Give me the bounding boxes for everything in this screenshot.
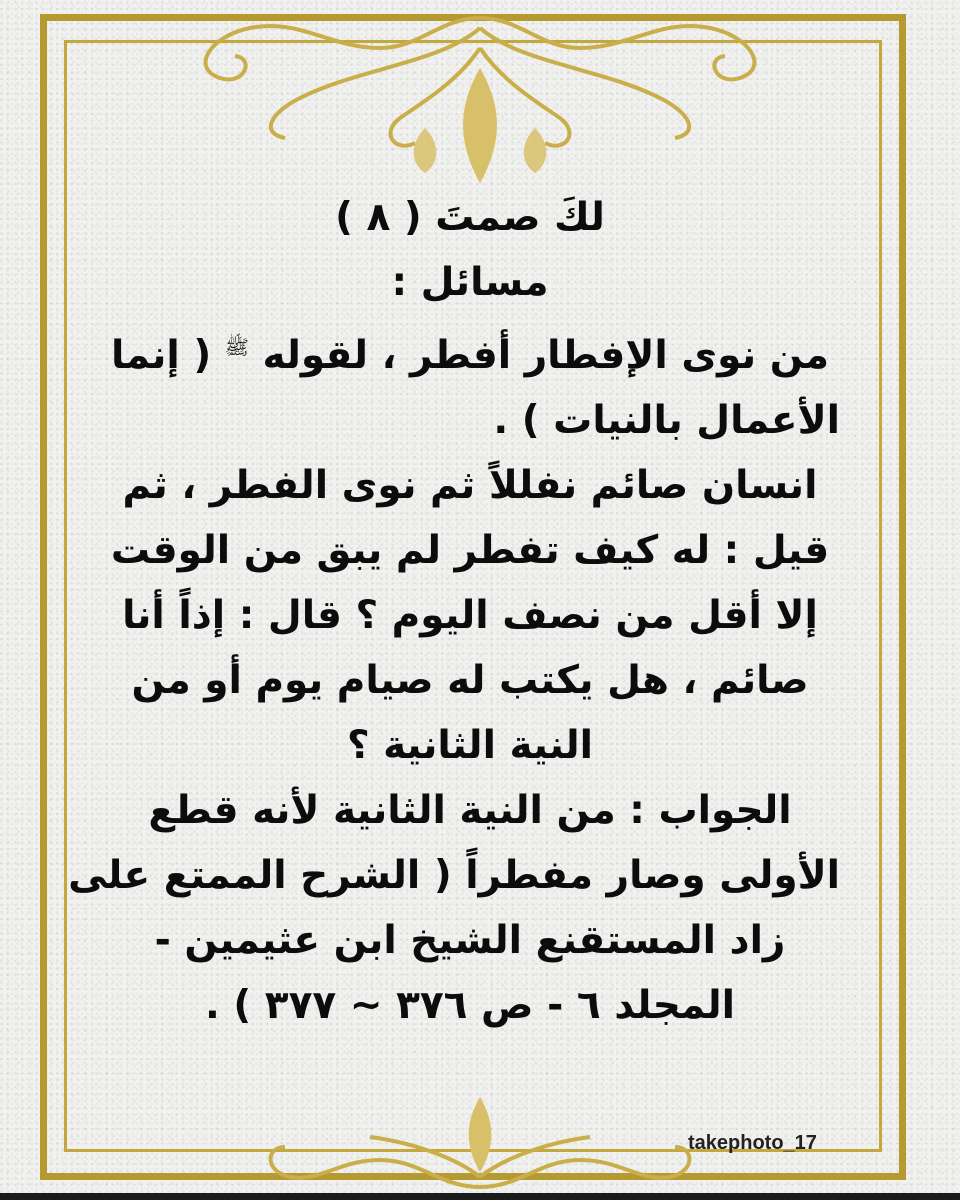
paragraph1-line1 <box>100 315 840 388</box>
question-line-5: النية الثانية ؟ <box>346 723 594 768</box>
answer-line-2: الأولى وصار مفطراً ( الشرح الممتع على <box>68 853 840 898</box>
watermark: takephoto_17 <box>688 1132 817 1154</box>
honorific-glyph: ﷺ <box>224 335 249 359</box>
text-content <box>68 185 840 1038</box>
question-line-3: إلا أقل من نصف اليوم ؟ قال : إذاً أنا <box>122 593 818 638</box>
answer-line-4: المجلد ٦ - ص ٣٧٦ ~ ٣٧٧ ) . <box>205 983 735 1028</box>
bottom-bar <box>0 1193 960 1200</box>
paragraph1-line1-b: ( إنما <box>111 333 212 378</box>
question-line-4: صائم ، هل يكتب له صيام يوم أو من <box>131 658 809 703</box>
page-title: لكَ صمتَ ( ٨ ) <box>335 195 605 240</box>
paragraph1-line1-a: من نوى الإفطار أفطر ، لقوله <box>262 333 829 378</box>
answer-line-1: الجواب : من النية الثانية لأنه قطع <box>148 788 792 833</box>
question-line-2: قيل : له كيف تفطر لم يبق من الوقت <box>110 528 830 573</box>
subtitle: مسائل : <box>391 260 549 305</box>
paragraph1-line2: الأعمال بالنيات ) . <box>493 398 840 443</box>
answer-line-3: زاد المستقنع الشيخ ابن عثيمين - <box>154 918 786 963</box>
question-line-1: انسان صائم نفللاً ثم نوى الفطر ، ثم <box>122 463 818 508</box>
